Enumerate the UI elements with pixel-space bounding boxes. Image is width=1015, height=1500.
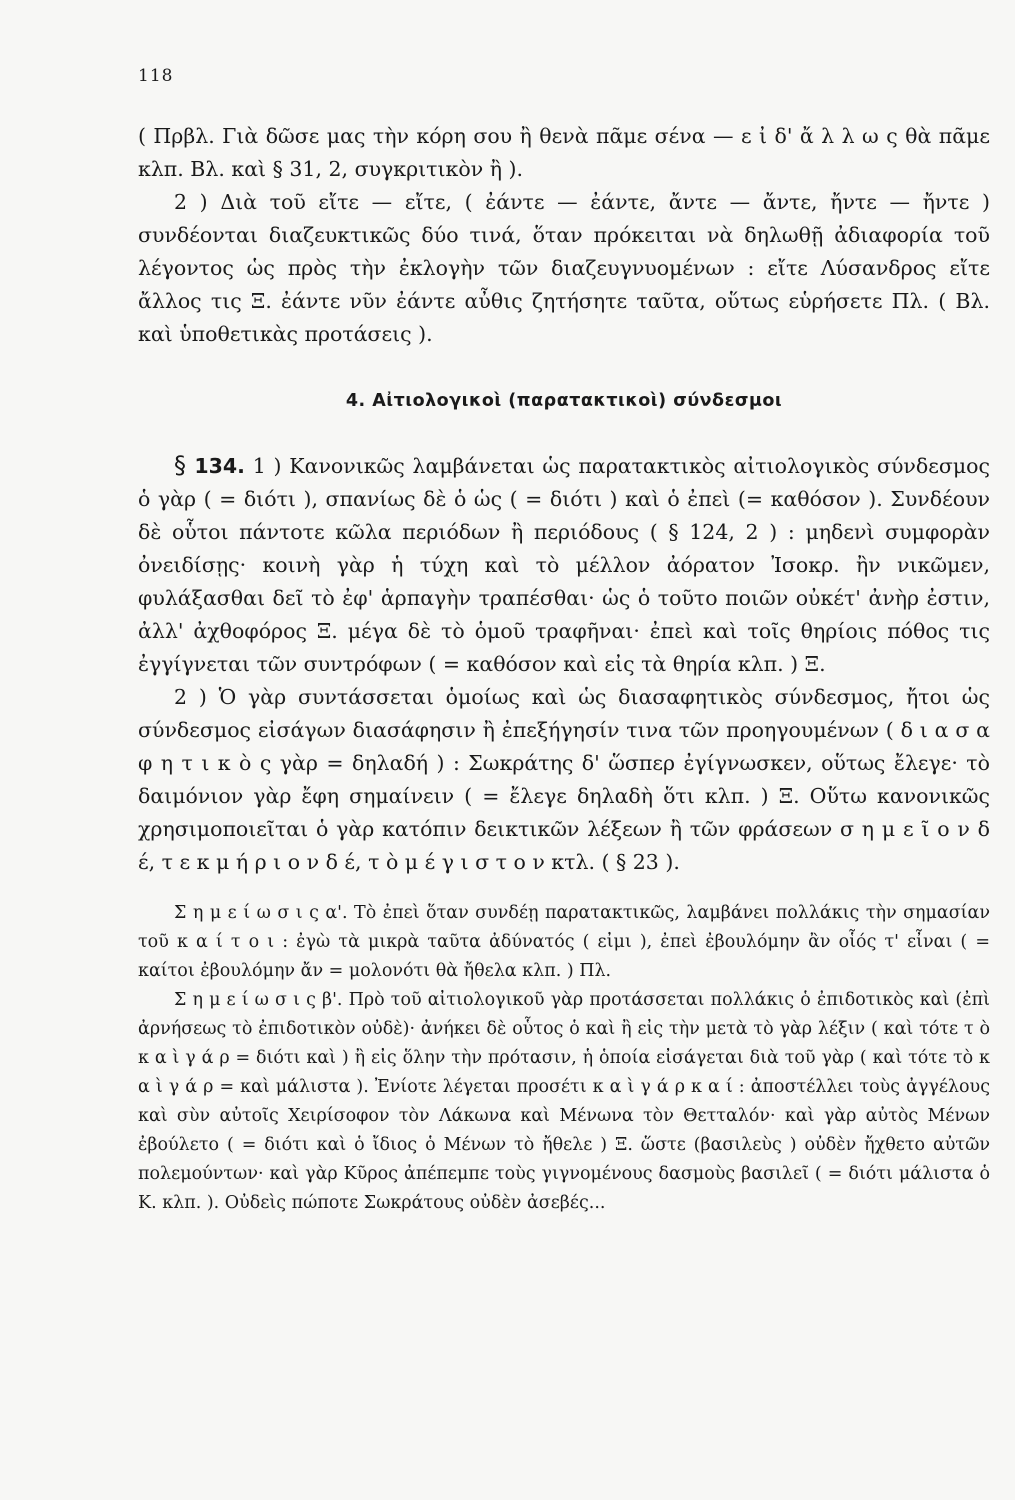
paragraph-section-134 <box>138 449 990 681</box>
paragraph-explanatory-gar: 2 ) Ὁ γὰρ συντάσσεται ὁμοίως καὶ ὡς διασαφητικὸς σύνδεσμος, ἤτοι ὡς σύνδεσμος εἰσάγων διασάφησιν ἢ ἐπεξήγησίν τινα τῶν προηγουμένων ( δ ι α σ α φ η τ ι κ ὸ ς γὰρ = δηλαδή ) : Σωκράτης δ' ὥσπερ ἐγίγνωσκεν, οὕτως ἔλεγε· τὸ δαιμόνιον γὰρ ἔφη σημαίνειν ( = ἔλεγε δηλαδὴ ὅτι κλπ. ) Ξ. Οὕτω κανονικῶς χρησιμοποιεῖται ὁ γὰρ κατόπιν δεικτικῶν λέξεων ἢ τῶν φράσεων σ η μ ε ῖ ο ν δ έ, τ ε κ μ ή ρ ι ο ν δ έ, τ ὸ μ έ γ ι σ τ ο ν κτλ. ( § 23 ). <box>138 685 990 874</box>
paragraph-disjunctive: 2 ) Διὰ τοῦ εἴτε — εἴτε, ( ἐάντε — ἐάντε, ἄντε — ἄντε, ἤντε — ἤντε ) συνδέονται διαζευκτικῶς δύο τινά, ὅταν πρόκειται νὰ δηλωθῇ ἀδιαφορία τοῦ λέγοντος ὡς πρὸς τὴν ἐκλογὴν τῶν διαζευγνυομένων : εἴτε Λύσανδρος εἴτε ἄλλος τις Ξ. ἐάντε νῦν ἐάντε αὖθις ζητήσητε ταῦτα, οὕτως εὑρήσετε Πλ. ( Βλ. καὶ ὑποθετικὰς προτάσεις ). <box>138 190 990 346</box>
page-number: 118 <box>138 66 174 86</box>
section-sign: § <box>174 451 186 479</box>
section-number: 134. <box>194 454 245 478</box>
main-text <box>138 120 990 1218</box>
section-marker <box>174 451 245 479</box>
section-134-text: 1 ) Κανονικῶς λαμβάνεται ὡς παρατακτικὸς αἰτιολογικὸς σύνδεσμος ὁ γὰρ ( = διότι ), σπανίως δὲ ὁ ὡς ( = διότι ) καὶ ὁ ἐπεὶ (= καθόσον ). Συνδέουν δὲ οὗτοι πάντοτε κῶλα περιόδων ἢ περιόδους ( § 124, 2 ) : μηδενὶ συμφορὰν ὀνειδίσῃς· κοινὴ γὰρ ἡ τύχη καὶ τὸ μέλλον ἀόρατον Ἰσοκρ. ἢν νικῶμεν, φυλάξασθαι δεῖ τὸ ἐφ' ἁρπαγὴν τραπέσθαι· ὡς ὁ τοῦτο ποιῶν οὐκέτ' ἀνὴρ ἐστιν, ἀλλ' ἀχθοφόρος Ξ. μέγα δὲ τὸ ὁμοῦ τραφῆναι· ἐπεὶ καὶ τοῖς θηρίοις πόθος τις ἐγγίγνεται τῶν συντρόφων ( = καθόσον καὶ εἰς τὰ θηρία κλπ. ) Ξ. <box>138 454 990 676</box>
section-heading: 4. Αἰτιολογικοὶ (παρατακτικοὶ) σύνδεσμοι <box>345 391 783 411</box>
note-beta: Σ η μ ε ί ω σ ι ς β'. Πρὸ τοῦ αἰτιολογικοῦ γὰρ προτάσσεται πολλάκις ὁ ἐπιδοτικὸς καὶ (ἐπὶ ἀρνήσεως τὸ ἐπιδοτικὸν οὐδὲ)· ἀνήκει δὲ οὗτος ὁ καὶ ἢ εἰς τὴν μετὰ τὸ γὰρ λέξιν ( καὶ τότε τ ὸ κ α ὶ γ ά ρ = διότι καὶ ) ἢ εἰς ὅλην τὴν πρότασιν, ἡ ὁποία εἰσάγεται διὰ τοῦ γὰρ ( καὶ τότε τὸ κ α ὶ γ ά ρ = καὶ μάλιστα ). Ἐνίοτε λέγεται προσέτι κ α ὶ γ ά ρ κ α ί : ἀποστέλλει τοὺς ἀγγέλους καὶ σὺν αὐτοῖς Χειρίσοφον τὸν Λάκωνα καὶ Μένωνα τὸν Θετταλόν· καὶ γὰρ αὐτὸς Μένων ἐβούλετο ( = διότι καὶ ὁ ἴδιος ὁ Μένων τὸ ἤθελε ) Ξ. ὥστε (βασιλεὺς ) οὐδὲν ἤχθετο αὐτῶν πολεμούντων· καὶ γὰρ Κῦρος ἀπέπεμπε τοὺς γιγνομένους δασμοὺς βασιλεῖ ( = διότι μάλιστα ὁ Κ. κλπ. ). Οὐδεὶς πώποτε Σωκράτους οὐδὲν ἀσεβές... <box>138 990 990 1213</box>
note-spacer <box>138 879 990 899</box>
paragraph-comparison: ( Πρβλ. Γιὰ δῶσε μας τὴν κόρη σου ἢ θενὰ πᾶμε σένα — ε ἰ δ' ἄ λ λ ω ς θὰ πᾶμε κλπ. Βλ. καὶ § 31, 2, συγκριτικὸν ἢ ). <box>138 124 990 181</box>
note-alpha: Σ η μ ε ί ω σ ι ς α'. Τὸ ἐπεὶ ὅταν συνδέῃ παρατακτικῶς, λαμβάνει πολλάκις τὴν σημασίαν τοῦ κ α ί τ ο ι : ἐγὼ τὰ μικρὰ ταῦτα ἀδύνατός ( εἰμι ), ἐπεὶ ἐβουλόμην ἂν οἷός τ' εἶναι ( = καίτοι ἐβουλόμην ἄν = μολονότι θὰ ἤθελα κλπ. ) Πλ. <box>138 903 990 981</box>
